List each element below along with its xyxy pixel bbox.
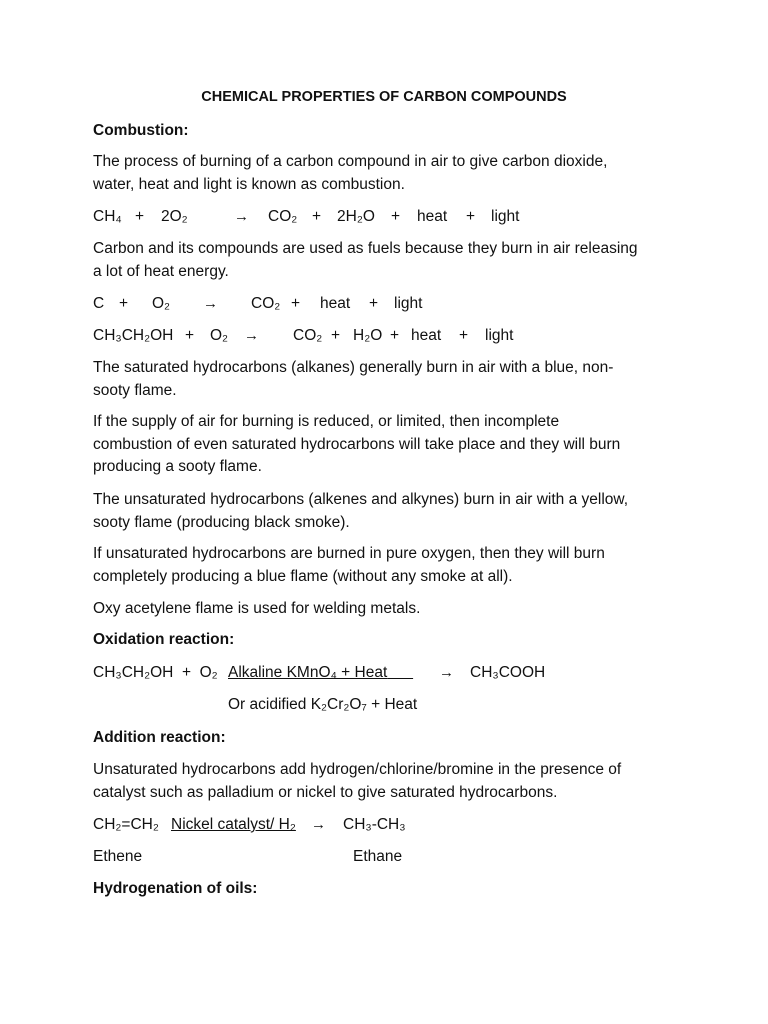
plus-sign: + — [391, 208, 401, 225]
plus-sign: + — [331, 327, 341, 344]
reactant: CH₄ — [93, 208, 122, 225]
reaction-condition — [228, 662, 413, 684]
plus-sign: + — [312, 208, 322, 225]
pure-oxygen-paragraph — [93, 543, 683, 588]
equation-methane-combustion — [0, 206, 768, 228]
energy-term: heat — [411, 327, 442, 344]
text-line: The saturated hydrocarbons (alkanes) generally burn in air with a blue, non- — [93, 359, 614, 376]
plus-sign: + — [291, 295, 301, 312]
text-line: water, heat and light is known as combustion. — [93, 175, 405, 193]
product: CH₃COOH — [470, 664, 546, 681]
plus-sign: + — [119, 295, 129, 312]
equation-carbon-combustion — [0, 293, 768, 315]
text-line: The unsaturated hydrocarbons (alkenes and alkynes) burn in air with a yellow, — [93, 491, 629, 508]
hydrogenation-heading: Hydrogenation of oils: — [93, 880, 258, 897]
alt-condition: Or acidified K₂Cr₂O₇ + Heat — [228, 696, 418, 713]
fuels-paragraph — [93, 238, 683, 283]
combustion-heading: Combustion: — [93, 122, 189, 139]
text-line: completely producing a blue flame (without any smoke at all). — [93, 567, 513, 585]
text-line: sooty flame (producing black smoke). — [93, 513, 350, 531]
energy-term: light — [485, 327, 514, 344]
energy-term: light — [394, 295, 423, 312]
welding-note: Oxy acetylene flame is used for welding metals. — [93, 600, 421, 617]
equation-oxidation — [0, 662, 768, 684]
text-line: If the supply of air for burning is reduced, or limited, then incomplete — [93, 413, 560, 430]
addition-heading: Addition reaction: — [93, 729, 226, 746]
product: CO₂ — [251, 295, 281, 312]
plus-sign: + — [185, 327, 195, 344]
text-line: catalyst such as palladium or nickel to give saturated hydrocarbons. — [93, 783, 558, 801]
product: CO₂ — [293, 327, 323, 344]
product: CH₃-CH₃ — [343, 816, 406, 833]
text-line: If unsaturated hydrocarbons are burned in pure oxygen, then they will burn — [93, 545, 605, 562]
reactant-name: Ethene — [93, 848, 143, 865]
text-line: a lot of heat energy. — [93, 262, 229, 280]
equation-addition — [0, 814, 768, 836]
text-line: The process of burning of a carbon compound in air to give carbon dioxide, — [93, 153, 608, 170]
equation-ethanol-combustion — [0, 325, 768, 347]
reactant: O₂ — [152, 295, 171, 312]
energy-term: light — [491, 208, 520, 225]
plus-sign: + — [390, 327, 400, 344]
oxidation-heading: Oxidation reaction: — [93, 631, 235, 648]
energy-term: heat — [417, 208, 448, 225]
product: CO₂ — [268, 208, 298, 225]
condition-underline-pad — [387, 664, 413, 681]
plus-sign: + — [369, 295, 379, 312]
saturated-paragraph — [93, 357, 683, 402]
oxidation-alternative — [0, 694, 768, 716]
text-line: producing a sooty flame. — [93, 458, 262, 475]
energy-term: heat — [320, 295, 351, 312]
incomplete-combustion-paragraph — [93, 411, 683, 479]
text-line: Unsaturated hydrocarbons add hydrogen/chlorine/bromine in the presence of — [93, 761, 622, 778]
reactant: C — [93, 295, 105, 312]
arrow-icon: → — [244, 327, 259, 344]
plus-sign: + — [466, 208, 476, 225]
compound-names — [0, 846, 768, 868]
text-line: Carbon and its compounds are used as fuels because they burn in air releasing — [93, 240, 638, 257]
reactant: CH₃CH₂OH — [93, 327, 174, 344]
product: H₂O — [353, 327, 383, 344]
condition-text: Alkaline KMnO₄ + Heat — [228, 664, 388, 681]
product-name: Ethane — [353, 848, 403, 865]
addition-paragraph — [93, 759, 683, 804]
combustion-definition — [93, 151, 683, 196]
unsaturated-paragraph — [93, 489, 683, 534]
reactant: O₂ — [210, 327, 229, 344]
plus-sign: + — [135, 208, 145, 225]
page-title: CHEMICAL PROPERTIES OF CARBON COMPOUNDS — [201, 89, 567, 105]
arrow-icon: → — [311, 816, 326, 833]
plus-sign: + — [459, 327, 469, 344]
arrow-icon: → — [203, 295, 218, 312]
arrow-icon: → — [439, 664, 454, 681]
reactants: CH₃CH₂OH + O₂ — [93, 664, 218, 681]
product: 2H₂O — [337, 208, 375, 225]
reaction-condition: Nickel catalyst/ H₂ — [171, 816, 296, 833]
reactant: CH₂=CH₂ — [93, 816, 159, 833]
reactant: 2O₂ — [161, 208, 188, 225]
arrow-icon: → — [234, 208, 249, 225]
text-line: sooty flame. — [93, 381, 177, 399]
text-line: combustion of even saturated hydrocarbons will take place and they will burn — [93, 435, 621, 453]
